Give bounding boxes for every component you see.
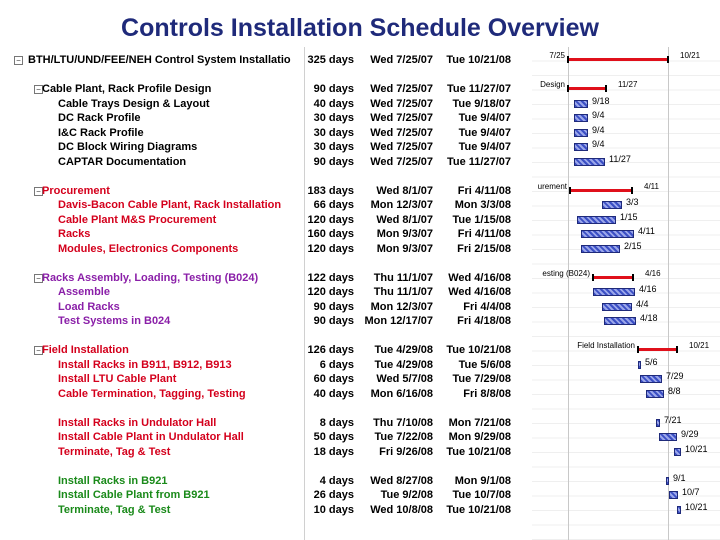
task-row[interactable] [8, 358, 532, 373]
summary-task-row[interactable] [8, 184, 532, 199]
task-bar[interactable] [577, 216, 616, 224]
summary-finish-label: 4/11 [644, 181, 659, 191]
task-name-cell: Install Racks in B921 [58, 474, 168, 487]
task-name-cell: Load Racks [58, 300, 120, 313]
task-dur-cell: 325 days [307, 54, 354, 66]
task-bar[interactable] [602, 201, 622, 209]
task-dur-cell: 120 days [307, 242, 354, 255]
task-start-cell: Wed 8/1/07 [376, 184, 433, 197]
task-dur-cell: 10 days [313, 503, 354, 516]
task-start-cell: Wed 8/1/07 [376, 213, 433, 226]
task-dur-cell: 40 days [313, 97, 354, 110]
task-start-cell: Mon 12/3/07 [370, 199, 433, 211]
summary-finish-label: 4/16 [645, 268, 661, 278]
summary-bar[interactable] [638, 348, 677, 351]
summary-task-row[interactable] [8, 343, 532, 358]
task-finish-label: 3/3 [626, 197, 639, 207]
summary-start-label: urement [537, 181, 567, 191]
task-row[interactable] [8, 285, 532, 300]
task-finish-label: 9/4 [592, 139, 605, 149]
task-finish-cell: Fri 4/18/08 [457, 315, 511, 327]
task-bar[interactable] [656, 419, 660, 427]
task-bar[interactable] [677, 506, 681, 514]
task-name-cell: Modules, Electronics Components [58, 242, 239, 255]
task-start-cell: Wed 7/25/07 [370, 54, 433, 66]
task-dur-cell: 122 days [307, 271, 354, 284]
task-dur-cell: 90 days [313, 83, 354, 95]
task-row[interactable] [8, 300, 532, 315]
task-bar[interactable] [646, 390, 664, 398]
task-name-cell: Install LTU Cable Plant [58, 373, 177, 385]
task-dur-cell: 18 days [313, 445, 354, 458]
task-finish-cell: Tue 5/6/08 [458, 358, 511, 371]
task-finish-cell: Tue 9/18/07 [452, 97, 511, 110]
summary-bar-cap [667, 56, 669, 63]
task-finish-label: 4/18 [640, 313, 658, 323]
task-table [8, 47, 533, 540]
task-start-cell: Wed 8/27/08 [370, 474, 433, 487]
task-finish-cell: Mon 9/1/08 [454, 474, 511, 487]
task-dur-cell: 26 days [313, 489, 354, 501]
task-finish-label: 7/21 [664, 414, 682, 425]
task-row[interactable] [8, 140, 532, 155]
task-finish-cell: Tue 10/21/08 [446, 445, 511, 458]
task-start-cell: Tue 7/22/08 [374, 431, 433, 443]
task-dur-cell: 126 days [307, 344, 354, 356]
task-bar[interactable] [581, 245, 620, 253]
task-bar[interactable] [674, 448, 681, 456]
task-finish-label: 8/8 [668, 385, 681, 396]
task-bar[interactable] [604, 317, 636, 325]
task-finish-cell: Tue 10/7/08 [452, 489, 511, 501]
task-row[interactable] [8, 111, 532, 126]
summary-task-row[interactable] [8, 53, 532, 68]
task-finish-cell: Tue 9/4/07 [458, 141, 511, 153]
page-title: Controls Installation Schedule Overview [121, 14, 599, 42]
task-bar[interactable] [574, 114, 588, 122]
summary-finish-label: 11/27 [618, 80, 638, 89]
task-dur-cell: 120 days [307, 213, 354, 226]
gantt-sheet [8, 47, 720, 540]
task-finish-label: 9/29 [681, 429, 699, 439]
task-finish-cell: Tue 11/27/07 [446, 83, 511, 95]
task-name-cell: Assemble [58, 286, 110, 298]
task-finish-cell: Wed 4/16/08 [448, 271, 511, 284]
task-row[interactable] [8, 474, 532, 489]
task-name-cell: Install Cable Plant in Undulator Hall [58, 431, 244, 443]
task-finish-label: 10/21 [685, 443, 708, 454]
task-finish-label: 9/1 [673, 472, 686, 483]
summary-start-label: Design [540, 80, 565, 89]
collapse-toggle-icon[interactable]: − [34, 85, 43, 94]
task-dur-cell: 30 days [313, 126, 354, 139]
task-finish-cell: Fri 2/15/08 [457, 242, 511, 255]
summary-bar-cap [569, 187, 571, 194]
blank-row [8, 459, 532, 474]
task-finish-cell: Fri 8/8/08 [463, 387, 511, 400]
task-finish-label: 5/6 [645, 356, 658, 367]
task-finish-label: 9/4 [592, 110, 605, 120]
task-row[interactable] [8, 242, 532, 257]
task-bar[interactable] [574, 143, 588, 151]
task-bar[interactable] [574, 100, 588, 108]
task-finish-cell: Fri 4/11/08 [457, 228, 511, 240]
summary-task-row[interactable] [8, 82, 532, 97]
task-name-cell: Field Installation [42, 344, 129, 356]
task-name-cell: Terminate, Tag & Test [58, 445, 171, 458]
task-start-cell: Tue 4/29/08 [374, 344, 433, 356]
task-finish-cell: Tue 1/15/08 [452, 213, 511, 226]
task-row[interactable] [8, 372, 532, 387]
task-row[interactable] [8, 430, 532, 445]
task-start-cell: Thu 11/1/07 [373, 271, 433, 284]
task-start-cell: Fri 9/26/08 [379, 445, 433, 458]
task-dur-cell: 90 days [313, 300, 354, 313]
task-name-cell: Cable Plant M&S Procurement [58, 213, 217, 226]
task-finish-cell: Tue 10/21/08 [446, 503, 511, 516]
task-dur-cell: 30 days [313, 112, 354, 124]
summary-task-row[interactable] [8, 271, 532, 286]
task-row[interactable] [8, 155, 532, 170]
task-bar[interactable] [659, 433, 677, 441]
task-finish-cell: Mon 3/3/08 [454, 199, 511, 211]
task-row[interactable] [8, 314, 532, 329]
task-name-cell: Terminate, Tag & Test [58, 503, 171, 516]
task-finish-cell: Fri 4/11/08 [457, 184, 511, 197]
summary-bar-cap [567, 56, 569, 63]
summary-bar-cap [631, 187, 633, 194]
task-name-cell: Davis-Bacon Cable Plant, Rack Installation [58, 199, 282, 211]
task-start-cell: Mon 9/3/07 [376, 228, 433, 240]
task-finish-cell: Mon 7/21/08 [448, 416, 511, 429]
task-dur-cell: 30 days [313, 141, 354, 153]
timescale-gridline [568, 47, 569, 540]
gantt-chart-area [532, 47, 720, 540]
task-row[interactable] [8, 416, 532, 431]
summary-bar-cap [637, 346, 639, 353]
task-dur-cell: 90 days [313, 155, 354, 168]
task-bar[interactable] [640, 375, 662, 383]
task-name-cell: Install Racks in B911, B912, B913 [58, 358, 232, 371]
task-bar[interactable] [669, 491, 678, 499]
blank-row [8, 401, 532, 416]
task-row[interactable] [8, 126, 532, 141]
task-bar[interactable] [574, 129, 588, 137]
task-dur-cell: 8 days [319, 416, 354, 429]
task-finish-label: 4/16 [639, 284, 657, 294]
task-finish-label: 2/15 [624, 240, 642, 251]
task-name-cell: Install Racks in Undulator Hall [58, 416, 217, 429]
task-start-cell: Wed 5/7/08 [376, 373, 433, 385]
task-dur-cell: 50 days [313, 431, 354, 443]
collapse-toggle-icon[interactable]: − [14, 56, 23, 65]
task-dur-cell: 90 days [313, 315, 354, 327]
summary-finish-label: 10/21 [689, 341, 710, 350]
task-finish-cell: Fri 4/4/08 [463, 300, 511, 313]
task-dur-cell: 4 days [319, 474, 354, 487]
task-name-cell: BTH/LTU/UND/FEE/NEH Control System Installatio [28, 54, 291, 66]
task-dur-cell: 60 days [313, 373, 354, 385]
summary-bar[interactable] [568, 58, 668, 61]
summary-start-label: 7/25 [549, 51, 565, 60]
summary-bar-cap [676, 346, 678, 353]
task-row[interactable] [8, 97, 532, 112]
task-start-cell: Mon 12/17/07 [364, 315, 433, 327]
task-name-cell: Procurement [42, 184, 110, 197]
task-name-cell: Cable Termination, Tagging, Testing [58, 387, 246, 400]
task-start-cell: Mon 9/3/07 [376, 242, 433, 255]
task-finish-cell: Tue 10/21/08 [446, 344, 511, 356]
summary-bar-cap [605, 85, 607, 92]
task-start-cell: Wed 7/25/07 [370, 97, 433, 110]
summary-start-label: esting (B024) [542, 268, 590, 278]
task-name-cell: Racks [58, 228, 91, 240]
collapse-toggle-icon[interactable]: − [34, 274, 43, 283]
task-start-cell: Wed 7/25/07 [370, 83, 433, 95]
task-dur-cell: 183 days [307, 184, 354, 197]
task-bar[interactable] [574, 158, 605, 166]
task-start-cell: Wed 7/25/07 [370, 155, 433, 168]
summary-bar[interactable] [570, 189, 632, 192]
task-start-cell: Mon 12/3/07 [370, 300, 433, 313]
task-start-cell: Tue 4/29/08 [374, 358, 433, 371]
task-start-cell: Thu 7/10/08 [373, 416, 433, 429]
task-finish-cell: Tue 9/4/07 [458, 112, 511, 124]
summary-bar-cap [632, 274, 634, 281]
task-finish-label: 4/4 [636, 298, 649, 309]
task-start-cell: Wed 7/25/07 [370, 141, 433, 153]
task-finish-label: 10/7 [682, 487, 700, 497]
task-name-cell: DC Block Wiring Diagrams [58, 141, 198, 153]
task-finish-label: 9/4 [592, 124, 605, 135]
task-start-cell: Wed 7/25/07 [370, 126, 433, 139]
task-finish-cell: Wed 4/16/08 [448, 286, 511, 298]
summary-start-label: Field Installation [577, 341, 635, 350]
task-start-cell: Thu 11/1/07 [373, 286, 433, 298]
task-row[interactable] [8, 445, 532, 460]
task-row[interactable] [8, 213, 532, 228]
task-name-cell: Install Cable Plant from B921 [58, 489, 210, 501]
task-dur-cell: 40 days [313, 387, 354, 400]
task-start-cell: Wed 7/25/07 [370, 112, 433, 124]
blank-row [8, 256, 532, 271]
task-bar[interactable] [666, 477, 669, 485]
summary-finish-label: 10/21 [680, 51, 701, 60]
task-name-cell: I&C Rack Profile [58, 126, 144, 139]
task-finish-label: 7/29 [666, 371, 684, 381]
task-finish-label: 1/15 [620, 211, 638, 222]
blank-row [8, 68, 532, 83]
collapse-toggle-icon[interactable]: − [34, 187, 43, 196]
collapse-toggle-icon[interactable]: − [34, 346, 43, 355]
task-bar[interactable] [638, 361, 641, 369]
task-finish-cell: Tue 10/21/08 [446, 54, 511, 66]
task-name-cell: Cable Trays Design & Layout [58, 97, 210, 110]
task-start-cell: Wed 10/8/08 [370, 503, 433, 516]
task-bar[interactable] [602, 303, 632, 311]
task-dur-cell: 120 days [307, 286, 354, 298]
task-row[interactable] [8, 198, 532, 213]
column-divider [304, 47, 305, 540]
summary-bar[interactable] [593, 276, 633, 279]
task-row[interactable] [8, 387, 532, 402]
task-finish-label: 4/11 [638, 226, 655, 236]
timescale-gridline [668, 47, 669, 540]
blank-row [8, 329, 532, 344]
task-bar[interactable] [581, 230, 634, 238]
task-name-cell: Test Systems in B024 [58, 315, 171, 327]
task-start-cell: Tue 9/2/08 [380, 489, 433, 501]
task-finish-cell: Tue 11/27/07 [446, 155, 511, 168]
task-finish-label: 10/21 [685, 501, 708, 512]
task-name-cell: Cable Plant, Rack Profile Design [42, 83, 212, 95]
task-row[interactable] [8, 227, 532, 242]
summary-bar[interactable] [568, 87, 606, 90]
task-dur-cell: 160 days [307, 228, 354, 240]
blank-row [8, 169, 532, 184]
task-finish-cell: Mon 9/29/08 [448, 431, 511, 443]
task-name-cell: Racks Assembly, Loading, Testing (B024) [42, 271, 259, 284]
task-row[interactable] [8, 503, 532, 518]
summary-bar-cap [567, 85, 569, 92]
summary-bar-cap [592, 274, 594, 281]
task-row[interactable] [8, 488, 532, 503]
task-finish-cell: Tue 7/29/08 [452, 373, 511, 385]
task-name-cell: DC Rack Profile [58, 112, 141, 124]
task-start-cell: Mon 6/16/08 [370, 387, 433, 400]
task-finish-label: 9/18 [592, 95, 610, 106]
task-bar[interactable] [593, 288, 635, 296]
task-finish-label: 11/27 [609, 153, 631, 164]
task-finish-cell: Tue 9/4/07 [458, 126, 511, 139]
task-dur-cell: 6 days [319, 358, 354, 371]
task-name-cell: CAPTAR Documentation [58, 155, 187, 168]
task-dur-cell: 66 days [313, 199, 354, 211]
